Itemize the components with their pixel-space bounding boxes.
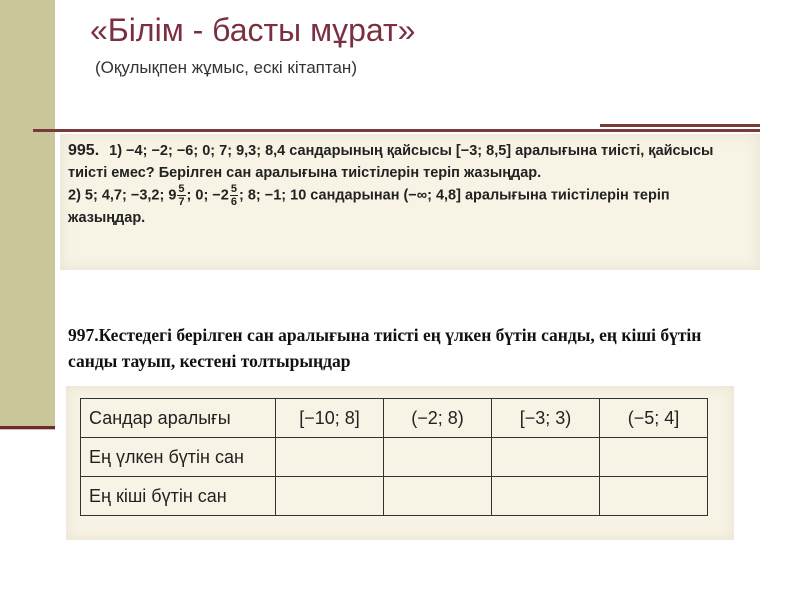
interval-cell-1: [−10; 8] [276, 399, 384, 438]
fraction-five-sixths: $\frac{5}{6}$ [230, 183, 237, 209]
task-995-text [68, 140, 748, 229]
header-label-cell: Сандар аралығы [81, 399, 276, 438]
interval-cell-2: (−2; 8) [384, 399, 492, 438]
max-cell-2 [384, 438, 492, 477]
task-995-part-1: 995. 1) −4; −2; −6; 0; 7; 9,3; 8,4 сандарының қайсысы [−3; 8,5] аралығына тиісті, қайсысы тиісті емес? Берілген сан аралығына тиістілерін теріп жазыңдар. [68, 142, 714, 181]
task-995-scan [60, 134, 760, 270]
table-row-min [81, 477, 708, 516]
fraction-five-sevenths: $\frac{5}{7}$ [178, 183, 185, 209]
decorative-accent-line [0, 426, 55, 429]
title-divider-accent [600, 124, 760, 127]
slide-subtitle: (Оқулықпен жұмыс, ескі кітаптан) [95, 58, 357, 77]
task-995-number: 995. [68, 142, 100, 159]
task-995-part-2: 2) 5; 4,7; −3,2; 9 $\frac{5}{7}$ ; 0; −2 $\frac{5}{6}$ ; 8; −1; 10 сандарынан (−∞; 4,8] аралығына тиістілерін теріп жазыңдар. [68, 183, 670, 227]
max-cell-4 [600, 438, 708, 477]
min-cell-2 [384, 477, 492, 516]
min-cell-4 [600, 477, 708, 516]
min-cell-1 [276, 477, 384, 516]
table-header-row [81, 399, 708, 438]
interval-cell-3: [−3; 3) [492, 399, 600, 438]
min-cell-3 [492, 477, 600, 516]
title-divider [33, 129, 760, 132]
row-min-label: Ең кіші бүтін сан [81, 477, 276, 516]
max-cell-1 [276, 438, 384, 477]
row-max-label: Ең үлкен бүтін сан [81, 438, 276, 477]
interval-cell-4: (−5; 4] [600, 399, 708, 438]
table-row-max [81, 438, 708, 477]
task-997-text: 997.Кестедегі берілген сан аралығына тиісті ең үлкен бүтін санды, ең кіші бүтін санды тауып, кестені толтырыңдар [68, 325, 702, 372]
task-997-table-scan [66, 386, 734, 540]
intervals-table [80, 398, 708, 516]
slide-title: «Білім - басты мұрат» [90, 12, 416, 48]
decorative-sidebar [0, 0, 55, 430]
max-cell-3 [492, 438, 600, 477]
